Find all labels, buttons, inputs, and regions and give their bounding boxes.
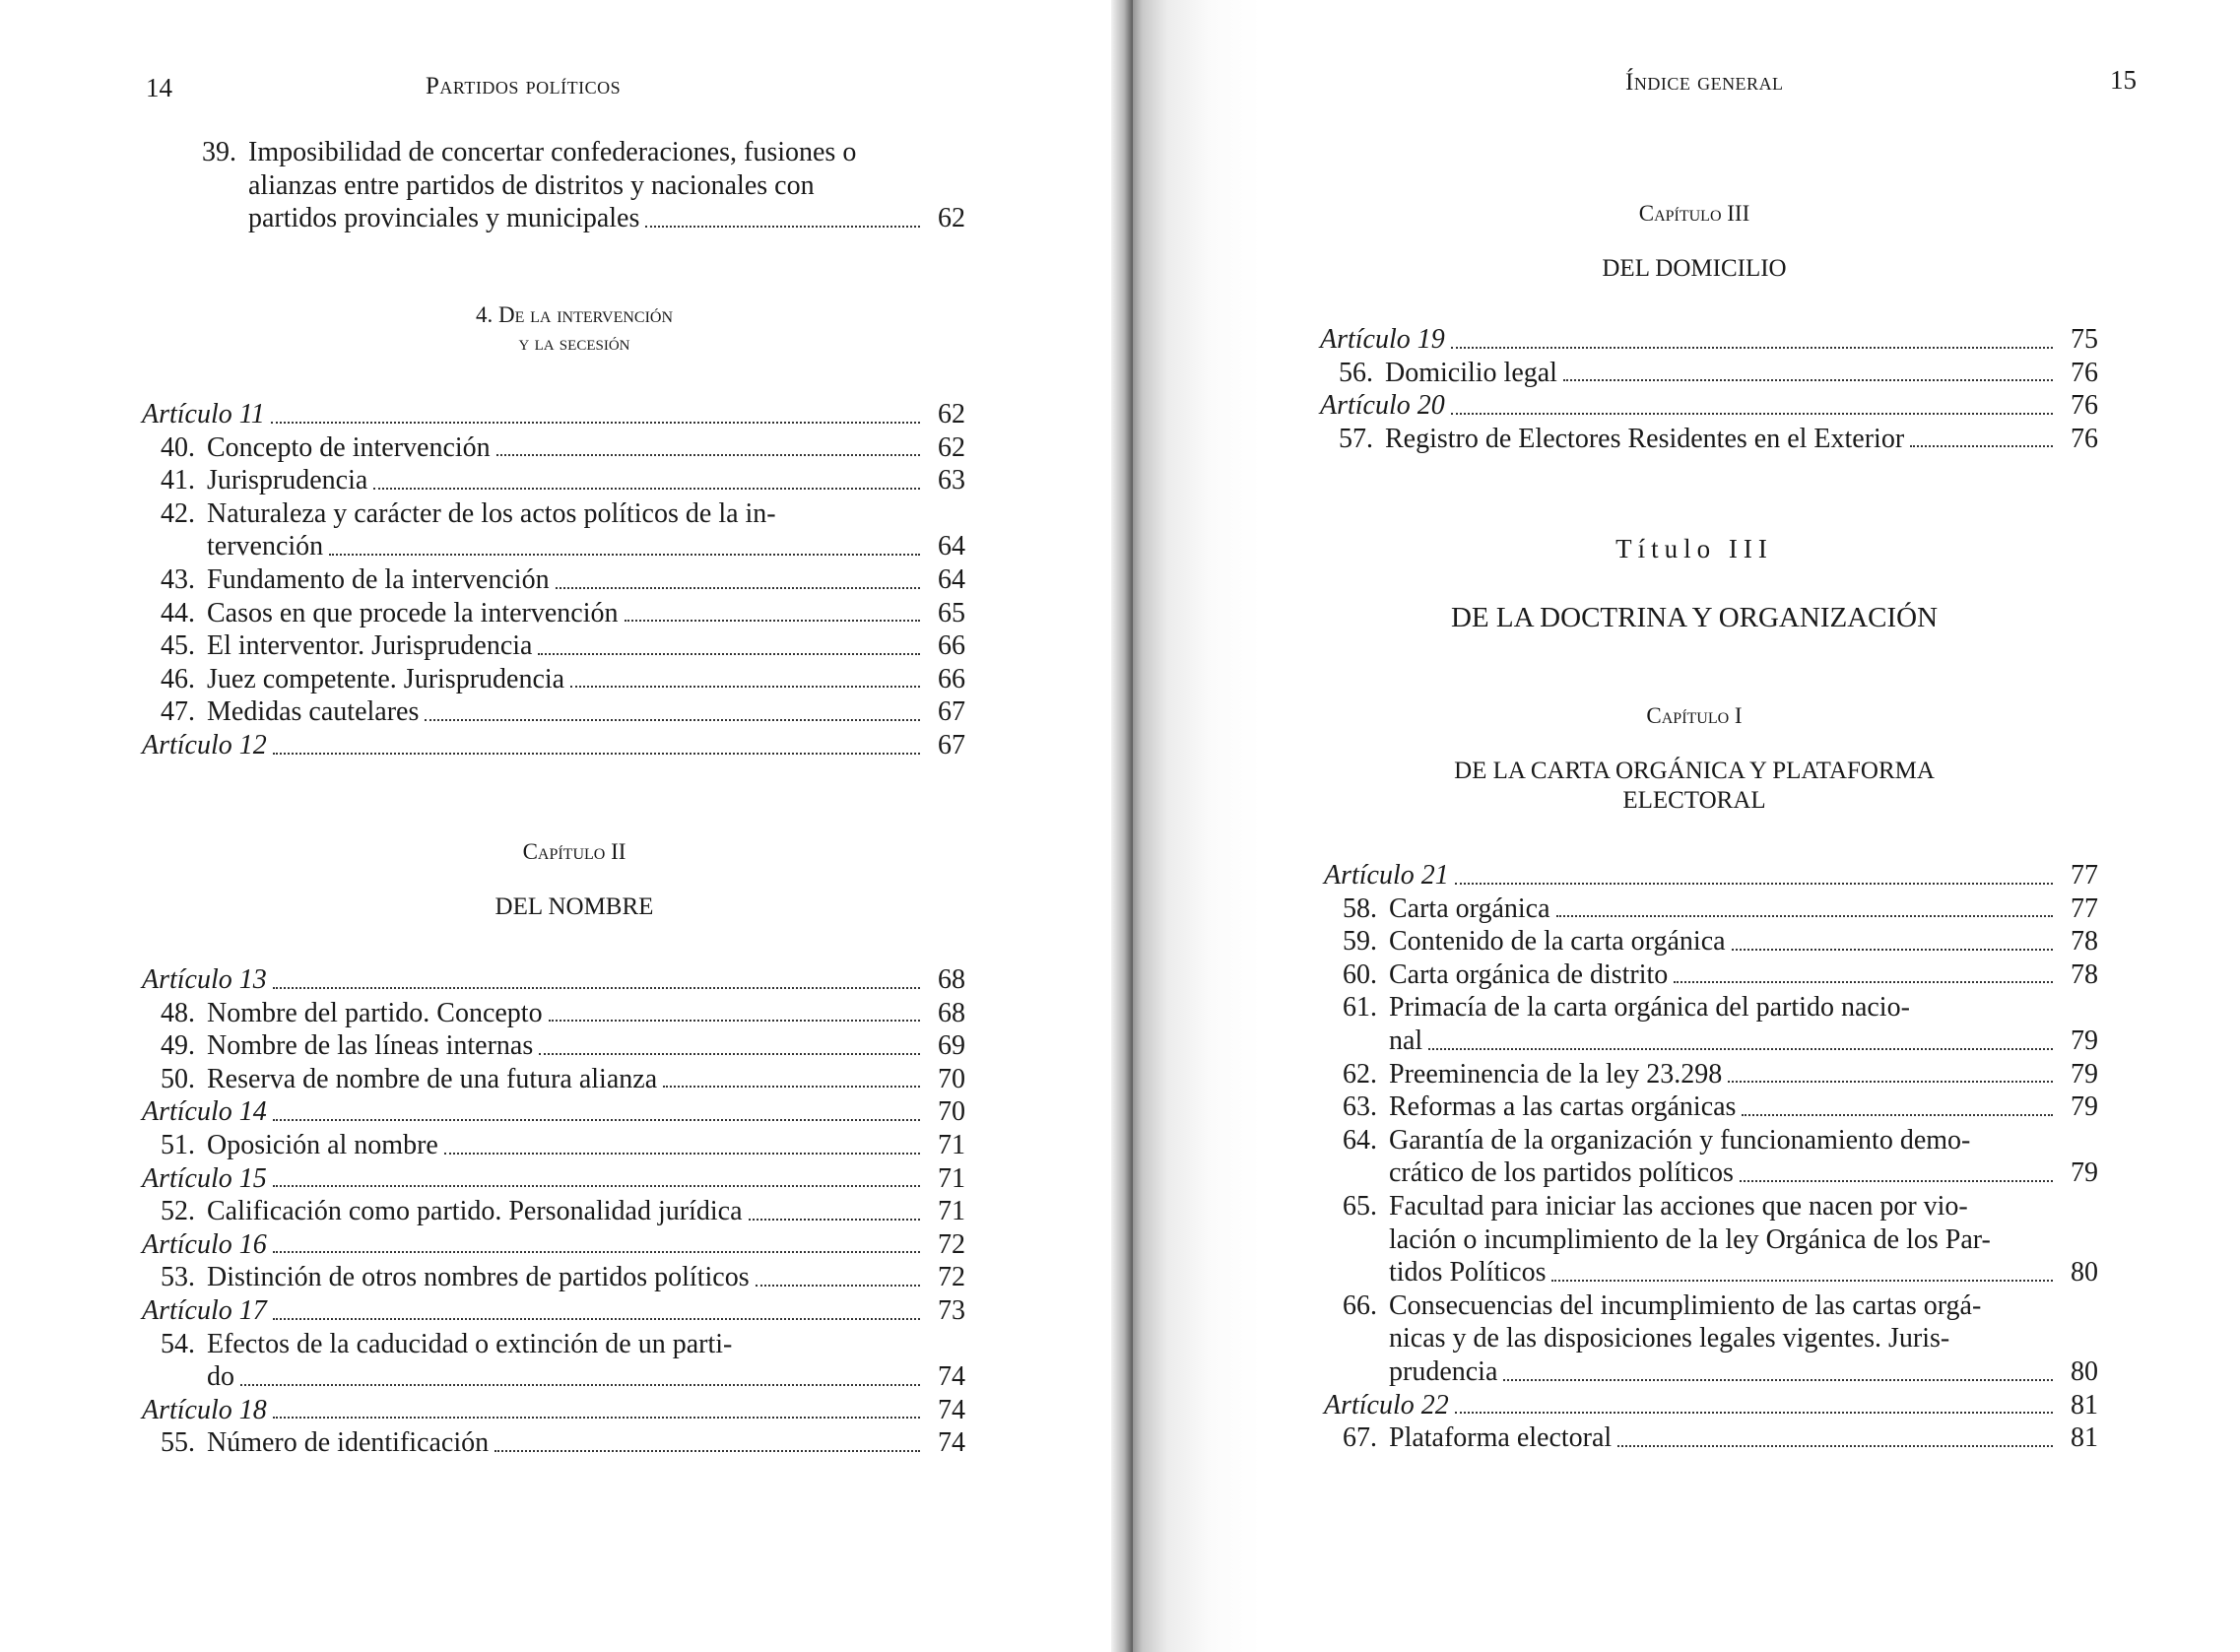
page-ref: 62 bbox=[938, 203, 965, 234]
toc-article: Artículo 17 73 bbox=[142, 1294, 965, 1326]
toc-item: 58. Carta orgánica 77 bbox=[1343, 892, 2098, 924]
toc-article: Artículo 13 68 bbox=[142, 964, 965, 995]
right-page bbox=[1123, 0, 2240, 1652]
toc-article: Artículo 20 76 bbox=[1320, 390, 2098, 422]
toc-item: 40. Concepto de intervención 62 bbox=[161, 431, 965, 463]
toc-article: Artículo 16 72 bbox=[142, 1228, 965, 1260]
title-heading bbox=[1320, 532, 2069, 634]
toc-article: Artículo 21 77 bbox=[1324, 860, 2098, 891]
chapter-title: ELECTORAL bbox=[1622, 787, 1766, 814]
toc-item: 55. Número de identificación 74 bbox=[161, 1427, 965, 1459]
dot-leader bbox=[645, 226, 920, 228]
chapter-label: Capítulo I bbox=[1646, 703, 1743, 728]
toc-item: 60. Carta orgánica de distrito 78 bbox=[1343, 958, 2098, 990]
toc-entry-66: 66. Consecuencias del incumplimiento de las cartas orgá- nicas y de las disposiciones legales vigentes. Juris- prudencia 80 bbox=[1343, 1289, 2098, 1387]
entry-text-line: alianzas entre partidos de distritos y nacionales con bbox=[248, 169, 815, 201]
toc-article: Artículo 14 70 bbox=[142, 1096, 965, 1128]
toc-entry-54: 54. Efectos de la caducidad o extinción de un parti- do 74 bbox=[161, 1328, 965, 1393]
toc-entry-42: 42. Naturaleza y carácter de los actos políticos de la in- tervención 64 bbox=[161, 497, 965, 562]
toc-item: 63. Reformas a las cartas orgánicas 79 bbox=[1343, 1091, 2098, 1123]
toc-block bbox=[142, 963, 965, 1460]
toc-item: 57. Registro de Electores Residentes en el Exterior 76 bbox=[1339, 423, 2098, 454]
section-heading bbox=[183, 301, 965, 357]
toc-item: 62. Preeminencia de la ley 23.298 79 bbox=[1343, 1058, 2098, 1090]
toc-item: 44. Casos en que procede la intervención 65 bbox=[161, 597, 965, 628]
toc-item: 56. Domicilio legal 76 bbox=[1339, 357, 2098, 388]
toc-block bbox=[142, 398, 965, 762]
entry-number: 39. bbox=[202, 137, 236, 167]
running-head: Índice general bbox=[1625, 69, 1784, 96]
toc-item: 52. Calificación como partido. Personalidad jurídica 71 bbox=[161, 1196, 965, 1227]
toc-item: 51. Oposición al nombre 71 bbox=[161, 1129, 965, 1160]
toc-item: 67. Plataforma electoral 81 bbox=[1343, 1422, 2098, 1454]
section-heading-line: y la secesión bbox=[518, 331, 630, 355]
toc-article: Artículo 15 71 bbox=[142, 1162, 965, 1194]
toc-item: 46. Juez competente. Jurisprudencia 66 bbox=[161, 663, 965, 694]
chapter-title: DE LA CARTA ORGÁNICA Y PLATAFORMA bbox=[1454, 758, 1935, 784]
page-number: 14 bbox=[146, 73, 172, 102]
toc-item: 59. Contenido de la carta orgánica 78 bbox=[1343, 926, 2098, 958]
toc-item: 47. Medidas cautelares 67 bbox=[161, 696, 965, 728]
chapter-heading bbox=[1320, 199, 2069, 284]
chapter-label: Capítulo II bbox=[522, 839, 626, 864]
chapter-title: DEL DOMICILIO bbox=[1602, 255, 1787, 282]
toc-item: 50. Reserva de nombre de una futura alianza 70 bbox=[161, 1063, 965, 1094]
toc-entry-65: 65. Facultad para iniciar las acciones que nacen por vio- lación o incumplimiento de la ley Orgánica de los Par- tidos Políticos 80 bbox=[1343, 1190, 2098, 1289]
toc-entry-39 bbox=[183, 136, 965, 235]
toc-article: Artículo 19 75 bbox=[1320, 324, 2098, 355]
page-number: 15 bbox=[2110, 65, 2137, 95]
chapter-label: Capítulo III bbox=[1638, 201, 1750, 226]
toc-block bbox=[1320, 323, 2098, 455]
section-heading-line: 4. De la intervención bbox=[475, 302, 674, 327]
toc-item: 53. Distinción de otros nombres de partidos políticos 72 bbox=[161, 1262, 965, 1293]
chapter-title: DEL NOMBRE bbox=[494, 893, 654, 920]
toc-article: Artículo 11 62 bbox=[142, 399, 965, 430]
toc-item: 48. Nombre del partido. Concepto 68 bbox=[161, 997, 965, 1028]
chapter-heading bbox=[183, 837, 965, 922]
entry-text-line: partidos provinciales y municipales bbox=[248, 203, 640, 234]
book-gutter bbox=[1111, 0, 1133, 1652]
running-head: Partidos políticos bbox=[426, 73, 622, 99]
chapter-heading bbox=[1320, 701, 2069, 816]
toc-block bbox=[1324, 859, 2098, 1455]
toc-article: Artículo 22 81 bbox=[1324, 1389, 2098, 1421]
toc-article: Artículo 18 74 bbox=[142, 1394, 965, 1425]
toc-item: 45. El interventor. Jurisprudencia 66 bbox=[161, 630, 965, 662]
toc-entry-64: 64. Garantía de la organización y funcionamiento demo- crático de los partidos políticos 79 bbox=[1343, 1124, 2098, 1189]
toc-item: 41. Jurisprudencia 63 bbox=[161, 465, 965, 496]
toc-article: Artículo 12 67 bbox=[142, 729, 965, 760]
title-label: Título III bbox=[1615, 534, 1773, 563]
toc-item: 43. Fundamento de la intervención 64 bbox=[161, 563, 965, 595]
entry-text-line: Imposibilidad de concertar confederaciones, fusiones o bbox=[248, 137, 857, 167]
toc-item: 49. Nombre de las líneas internas 69 bbox=[161, 1030, 965, 1062]
title-text: DE LA DOCTRINA Y ORGANIZACIÓN bbox=[1450, 602, 1939, 633]
toc-entry-61: 61. Primacía de la carta orgánica del partido nacio- nal 79 bbox=[1343, 992, 2098, 1056]
